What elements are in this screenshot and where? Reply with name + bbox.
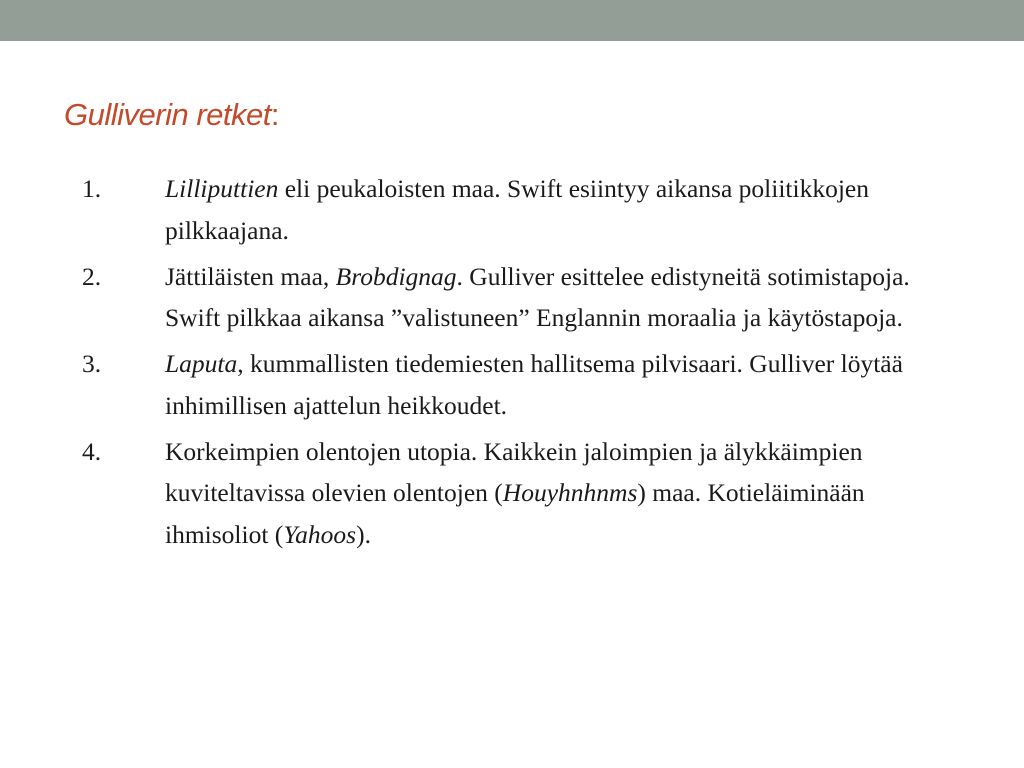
item-segment: Laputa [165, 349, 238, 378]
item-segment: Brobdignag [335, 261, 457, 291]
item-segment: , kummallisten tiedemiesten hallitsema pilvisaari. Gulliver löytää inhimillisen ajattelun heikkoudet. [165, 349, 903, 420]
slide-title-suffix: : [270, 97, 279, 132]
item-segment: . Gulliver esittelee edistyneitä sotimistapoja. Swift pilkkaa aikansa ”valistuneen” Englannin moraalia ja käytöstapoja. [165, 261, 910, 332]
slide-title [64, 96, 279, 133]
list-item-number: 3. [82, 349, 102, 378]
item-segment: Yahoos [283, 519, 357, 549]
top-accent-bar [0, 0, 1024, 41]
list-item [82, 256, 922, 339]
list-item-text [165, 174, 869, 245]
list-item-text [165, 437, 865, 549]
item-segment: ) maa. Kotieläiminään ihmisoliot ( [165, 478, 865, 549]
list-item-number: 1. [82, 174, 102, 203]
item-segment: Lilliputtien [165, 174, 279, 203]
content-list [82, 168, 922, 560]
list-item [82, 168, 922, 251]
item-segment: Jättiläisten maa, [165, 261, 336, 291]
list-item [82, 343, 922, 426]
list-item-number: 2. [82, 261, 102, 291]
list-item-number: 4. [82, 436, 102, 466]
list-item [82, 431, 922, 556]
list-item-text [165, 262, 910, 333]
slide-title-italic: Gulliverin retket [64, 97, 271, 132]
item-segment: ). [356, 519, 371, 549]
item-segment: Korkeimpien olentojen utopia. Kaikkein jaloimpien ja älykkäimpien kuviteltavissa olevien olentojen ( [165, 436, 863, 507]
list-item-text [165, 349, 903, 420]
item-segment: Houyhnhnms [502, 478, 638, 507]
item-segment: eli peukaloisten maa. Swift esiintyy aikansa poliitikkojen pilkkaajana. [165, 174, 869, 245]
